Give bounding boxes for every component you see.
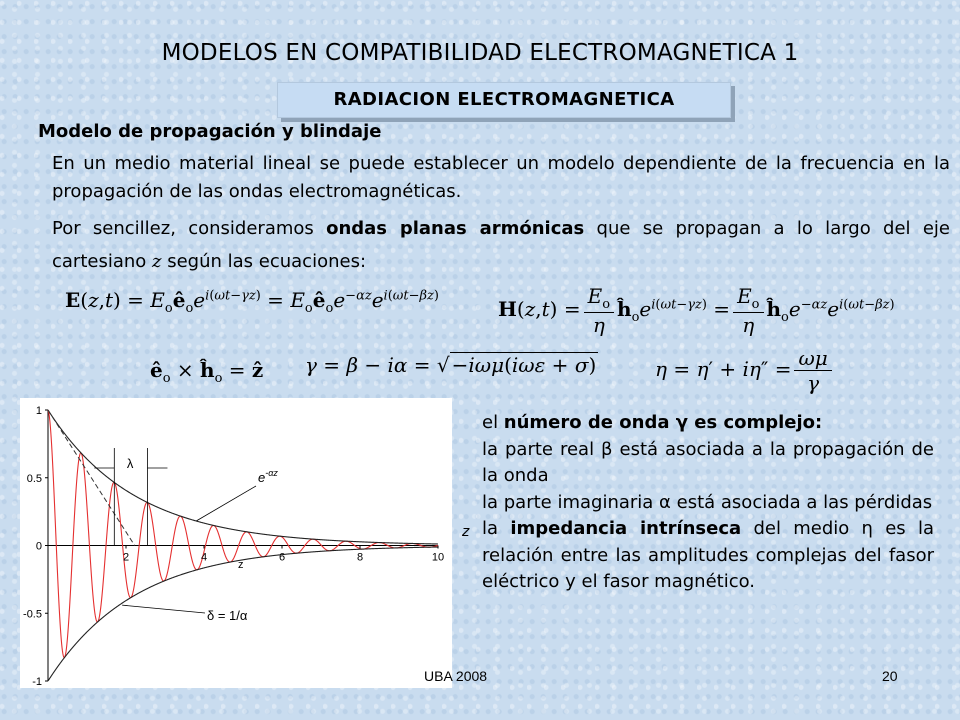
right-l4-bold: impedancia intrínseca	[510, 518, 742, 539]
tangent-dashed-line	[48, 410, 135, 546]
section-heading: Modelo de propagación y blindaje	[38, 121, 382, 142]
right-l4-pre: la	[482, 518, 511, 539]
equation-intrinsic-impedance: η = η′ + iη″ = $\frac{\omega\mu}{\gamma}$	[655, 346, 835, 395]
right-l1-bold: número de onda γ es complejo:	[503, 412, 823, 433]
slide-title: MODELOS EN COMPATIBILIDAD ELECTROMAGNETICA 1	[161, 40, 799, 66]
equation-propagation-constant: γ = β − iα = √ −iωμ(iωε + σ)	[305, 353, 597, 377]
annotation-envelope-base: e	[258, 470, 266, 485]
y-tick-label: -0.5	[23, 608, 42, 621]
x-tick-label: 2	[122, 551, 130, 564]
right-explanation	[482, 410, 934, 596]
chart-svg	[20, 398, 452, 688]
x-tick-label: 10	[431, 551, 445, 564]
y-tick-label: -1	[32, 676, 42, 688]
annotation-skin-depth: δ = 1/α	[207, 608, 248, 623]
skin-depth-leader-line	[122, 605, 205, 613]
x-tick-label: 4	[200, 551, 208, 564]
right-line-3: la parte imaginaria α está asociada a las pérdidas	[482, 491, 933, 513]
subtitle-box	[277, 82, 731, 118]
paragraph-plane-waves	[52, 212, 950, 278]
y-tick-label: 0	[35, 540, 42, 553]
annotation-envelope	[258, 468, 278, 485]
axis-label-z-outside: z	[462, 524, 470, 540]
equation-electric-field: $E(z,t) = E_oê_oe^{i(\omega t-\gamma z)}$ = $E_oê_oe^{-\alpha z}e^{i(\omega t-\beta z)}$	[65, 288, 439, 316]
envelope-leader-line	[196, 486, 256, 521]
equation-magnetic-field: H(z,t) = $\frac{E_o}{\eta}$ $ĥ_oe^{i(\omega t-\gamma z)}$ = $\frac{E_o}{\eta}$ $ĥ_oe^{-\alpha z}e^{i(\omega t-\beta z)}$	[498, 284, 895, 337]
para2-after: según las ecuaciones:	[161, 251, 367, 272]
x-tick-label: 8	[356, 551, 364, 564]
y-tick-label: 0.5	[26, 472, 42, 485]
right-l4-post: del medio η es la relación entre las amplitudes complejas del fasor eléctrico y el fasor magnético.	[482, 518, 934, 592]
paragraph-intro: En un medio material lineal se puede establecer un modelo dependiente de la frecuencia en la propagación de las ondas electromagnéticas.	[52, 153, 950, 202]
upper-envelope-curve	[48, 410, 438, 544]
annotation-wavelength: λ	[126, 456, 134, 471]
damped-wave-chart	[20, 398, 452, 688]
x-tick-label: 6	[278, 551, 286, 564]
right-line-2: la parte real β está asociada a la propagación de la onda	[482, 438, 934, 486]
para2-bold: ondas planas armónicas	[326, 218, 585, 239]
annotation-envelope-exp: -αz	[265, 468, 278, 478]
footer-source: UBA 2008	[424, 668, 488, 684]
axis-label-z: z	[238, 559, 244, 571]
page-number: 20	[882, 668, 898, 684]
subtitle-text: RADIACION ELECTROMAGNETICA	[333, 89, 675, 110]
right-line-1	[482, 410, 934, 437]
equation-unit-vectors: $ê_o$ × $ĥ_o$ = ẑ	[150, 358, 264, 386]
para2-middle: que se propagan a lo largo del eje cartesiano	[52, 218, 950, 272]
para2-before: Por sencillez, consideramos	[52, 218, 327, 239]
y-tick-label: 1	[35, 405, 42, 417]
right-line-4	[482, 516, 934, 596]
right-l1-pre: el	[482, 412, 504, 433]
para2-var: z	[152, 251, 162, 272]
